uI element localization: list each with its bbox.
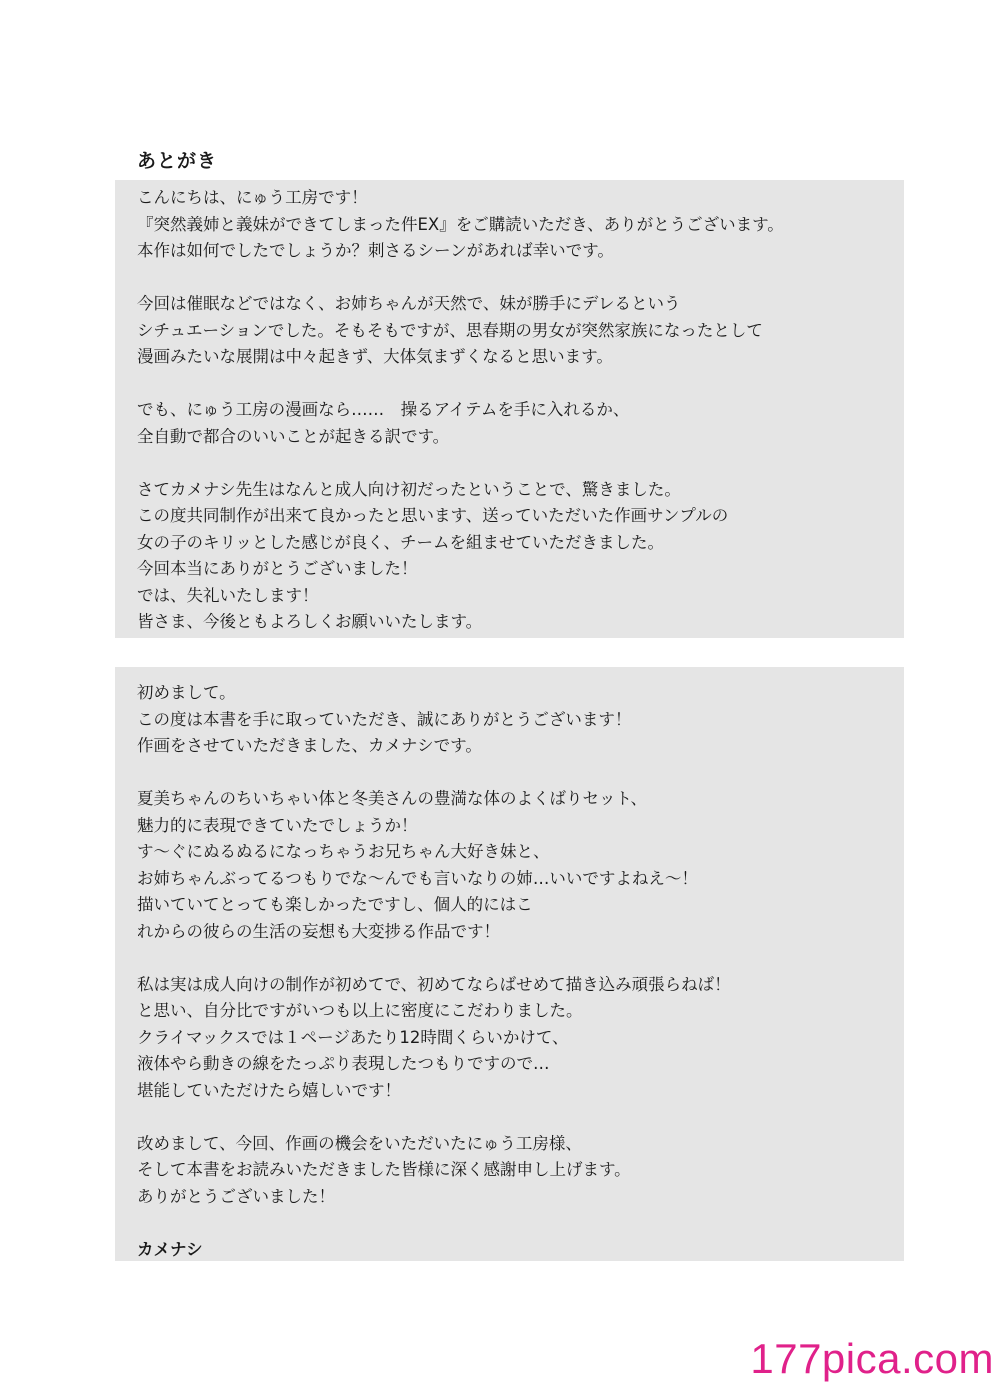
text-line: 堪能していただけたら嬉しいです！ (137, 1080, 401, 1100)
text-line: 全自動で都合のいいことが起きる訳です。 (137, 426, 450, 446)
text-line: こんにちは、にゅう工房です！ (137, 188, 368, 207)
blank-line (137, 1104, 894, 1131)
blank-line (137, 945, 894, 972)
watermark-text: 177pica.com (750, 1335, 994, 1382)
text-line: 『突然義姉と義妹ができてしまった件EX』をご購読いただき、ありがとうございます。 (137, 214, 784, 234)
text-line: でも、にゅう工房の漫画なら…… 操るアイテムを手に入れるか、 (137, 400, 630, 419)
text-line: れからの彼らの生活の妄想も大変捗る作品です！ (137, 921, 500, 941)
blank-line (137, 450, 894, 477)
text-line: 描いていてとっても楽しかったですし、個人的にはこ (137, 895, 533, 914)
blank-line (137, 760, 894, 787)
text-line: では、失礼いたします！ (137, 585, 319, 605)
text-line: 魅力的に表現できていたでしょうか！ (137, 815, 418, 835)
text-line: 今回本当にありがとうございました！ (137, 559, 418, 578)
text-line: す～ぐにぬるぬるになっちゃうお兄ちゃん大好き妹と、 (137, 842, 550, 861)
text-line: 漫画みたいな展開は中々起きず、大体気まずくなると思います。 (137, 347, 613, 366)
text-line: 女の子のキリッとした感じが良く、チームを組ませていただきました。 (137, 532, 665, 552)
artist-signature: カメナシ (137, 1239, 203, 1259)
text-line: 今回は催眠などではなく、お姉ちゃんが天然で、妹が勝手にデレるという (137, 294, 681, 313)
text-line: そして本書をお読みいただきました皆様に深く感謝申し上げます。 (137, 1160, 631, 1179)
artist-message-lines (137, 680, 894, 1237)
afterword-panel-studio (115, 180, 904, 638)
blank-line (137, 1210, 894, 1237)
text-line: 初めまして。 (137, 683, 236, 702)
text-line: 本作は如何でしたでしょうか？刺さるシーンがあれば幸いです。 (137, 241, 614, 260)
text-line: この度は本書を手に取っていただき、誠にありがとうございます！ (137, 709, 632, 729)
text-line: 作画をさせていただきました、カメナシです。 (137, 736, 482, 755)
text-line: 液体やら動きの線をたっぷり表現したつもりですので… (137, 1054, 550, 1073)
text-line: 皆さま、今後ともよろしくお願いいたします。 (137, 612, 483, 631)
text-line: お姉ちゃんぶってるつもりでな～んでも言いなりの姉…いいですよねえ～！ (137, 868, 698, 888)
text-line: 改めまして、今回、作画の機会をいただいたにゅう工房様、 (137, 1133, 582, 1153)
blank-line (137, 371, 894, 398)
page-heading: あとがき (137, 150, 218, 172)
afterword-panel-artist (115, 667, 904, 1261)
text-line: さてカメナシ先生はなんと成人向け初だったということで、驚きました。 (137, 479, 681, 499)
text-line: 夏美ちゃんのちいちゃい体と冬美さんの豊満な体のよくばりセット、 (137, 789, 648, 808)
text-line: ありがとうございました！ (137, 1186, 335, 1206)
text-line: この度共同制作が出来て良かったと思います、送っていただいた作画サンプルの (137, 506, 729, 525)
blank-line (137, 265, 894, 292)
text-line: と思い、自分比ですがいつも以上に密度にこだわりました。 (137, 1001, 583, 1020)
text-line: クライマックスでは１ページあたり12時間くらいかけて、 (137, 1027, 569, 1047)
text-line: 私は実は成人向けの制作が初めてで、初めてならばせめて描き込み頑張らねば！ (137, 974, 731, 994)
text-line: シチュエーションでした。そもそもですが、思春期の男女が突然家族になったとして (137, 320, 763, 340)
